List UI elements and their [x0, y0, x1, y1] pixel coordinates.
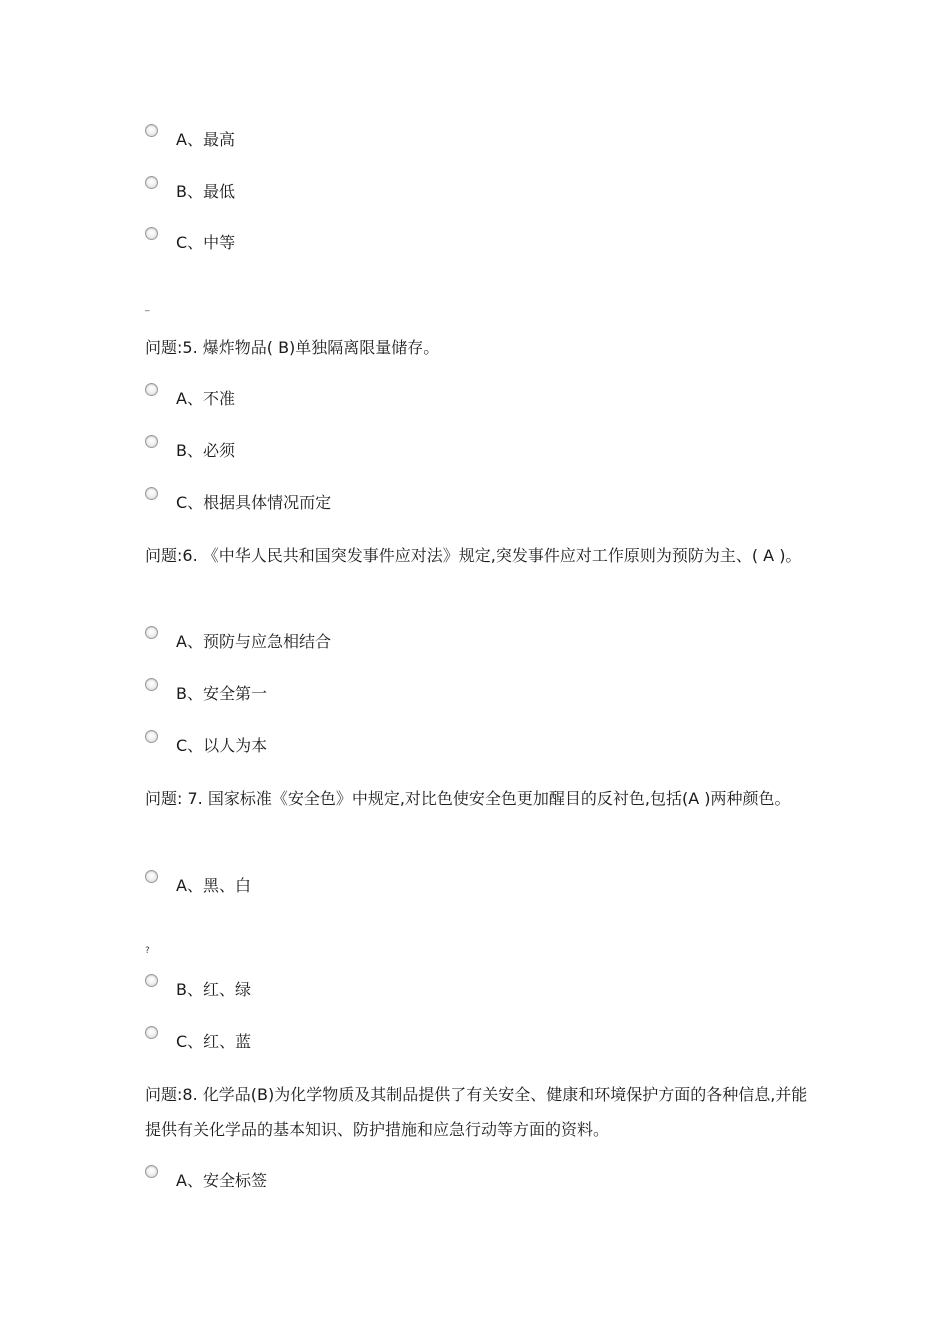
stray-mark: ? — [145, 946, 150, 956]
radio-button[interactable] — [145, 974, 158, 987]
radio-button[interactable] — [145, 227, 158, 240]
question-5-text: 问题:5. 爆炸物品( B)单独隔离限量储存。 — [145, 338, 440, 357]
radio-button[interactable] — [145, 176, 158, 189]
option-row[interactable] — [145, 383, 745, 407]
option-label: B、红、绿 — [176, 980, 251, 999]
option-row[interactable] — [145, 1165, 745, 1189]
radio-button[interactable] — [145, 124, 158, 137]
option-label: B、必须 — [176, 441, 235, 460]
option-label: A、安全标签 — [176, 1171, 267, 1190]
question-7-text: 问题: 7. 国家标准《安全色》中规定,对比色使安全色更加醒目的反衬色,包括(A )两种颜色。 — [145, 789, 791, 808]
radio-button[interactable] — [145, 383, 158, 396]
option-label: A、最高 — [176, 130, 235, 149]
option-row[interactable] — [145, 626, 745, 650]
option-row[interactable] — [145, 487, 745, 511]
option-row[interactable] — [145, 435, 745, 459]
option-label: B、最低 — [176, 182, 235, 201]
radio-button[interactable] — [145, 870, 158, 883]
option-row[interactable] — [145, 1026, 745, 1050]
option-label: C、红、蓝 — [176, 1032, 252, 1051]
option-label: B、安全第一 — [176, 684, 267, 703]
radio-button[interactable] — [145, 1165, 158, 1178]
question-8-text: 问题:8. 化学品(B)为化学物质及其制品提供了有关安全、健康和环境保护方面的各种信息,并能提供有关化学品的基本知识、防护措施和应急行动等方面的资料。 — [145, 1085, 808, 1139]
radio-button[interactable] — [145, 730, 158, 743]
option-row[interactable] — [145, 870, 745, 894]
option-label: A、不准 — [176, 389, 235, 408]
option-row[interactable] — [145, 124, 745, 148]
option-row[interactable] — [145, 974, 745, 998]
option-row[interactable] — [145, 730, 745, 754]
option-row[interactable] — [145, 227, 745, 251]
option-label: A、黑、白 — [176, 876, 251, 895]
option-row[interactable] — [145, 176, 745, 200]
radio-button[interactable] — [145, 435, 158, 448]
option-label: C、根据具体情况而定 — [176, 493, 332, 512]
radio-button[interactable] — [145, 487, 158, 500]
option-label: C、中等 — [176, 233, 236, 252]
option-label: C、以人为本 — [176, 736, 268, 755]
radio-button[interactable] — [145, 1026, 158, 1039]
question-6-text: 问题:6. 《中华人民共和国突发事件应对法》规定,突发事件应对工作原则为预防为主、( A )。 — [145, 546, 802, 565]
option-row[interactable] — [145, 678, 745, 702]
radio-button[interactable] — [145, 678, 158, 691]
radio-button[interactable] — [145, 626, 158, 639]
stray-mark: _ — [145, 302, 150, 312]
option-label: A、预防与应急相结合 — [176, 632, 331, 651]
